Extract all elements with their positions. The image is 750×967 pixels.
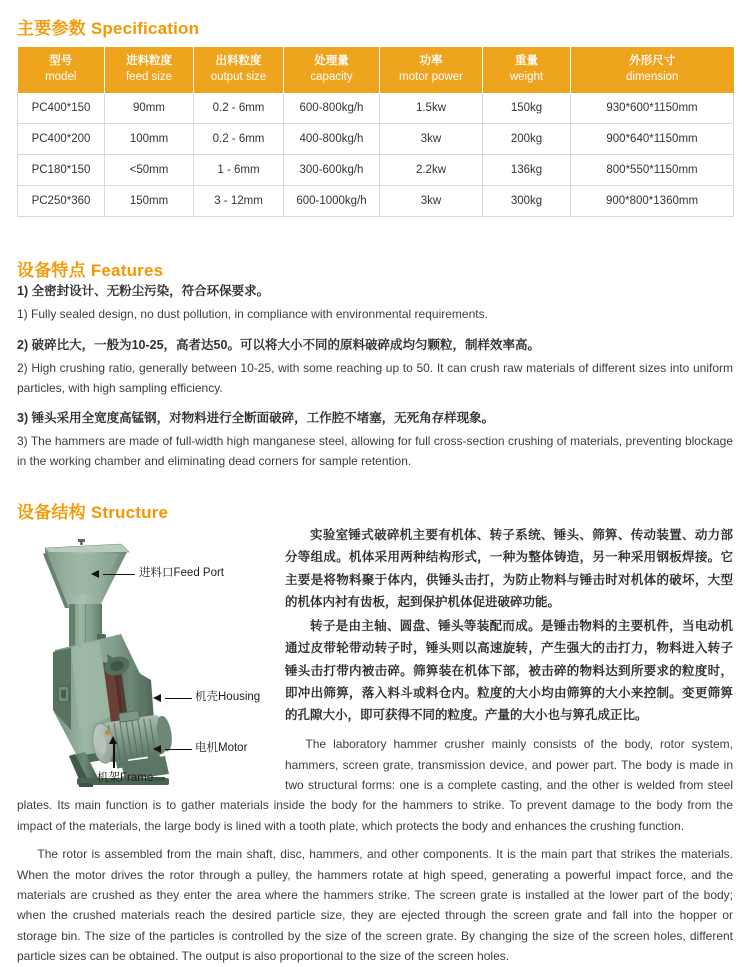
cell-motor-power: 2.2kw [380,155,483,186]
label-frame [97,773,153,785]
feature-text-cn: 2) 破碎比大，一般为10-25，高者达50。可以将大小不同的原料破碎成均匀颗粒，制样效率高。 [17,337,540,352]
cell-motor-power: 1.5kw [380,93,483,124]
table-row [18,124,734,155]
cell-motor-power: 3kw [380,124,483,155]
column-header-motor-power [380,47,483,93]
structure-heading [17,498,168,523]
features-heading [17,256,163,281]
specification-heading-en: Specification [90,19,200,38]
specification-heading [17,14,199,39]
cell-model: PC400*200 [18,124,105,155]
structure-paragraph-en-2: The rotor is assembled from the main shaft, disc, hammers, and other components. It is the main part that strikes the materials. When the motor drives the rotor through a pulley, the hammers rotate at high speed, generating a powerful impact force, and the materials are crushed as they enter the area where the hammers strike. The screen grate is installed at the lower part of the body; when the crushed materials reach the desired particle size, they are ejected through the screen grate and fall into the hopper or storage bin. The size of the particles is controlled by the size of the screen grate. By changing the size of the screen holes, different particle sizes can be obtained. The output is also proportional to the size of the screen holes. [17,847,733,964]
column-header-feed-size-cn: 进料粒度 [126,55,172,67]
specification-table [17,47,734,217]
label-frame-cn: 机架 [97,772,120,784]
label-motor [195,743,247,755]
structure-heading-cn: 设备结构 [17,503,86,522]
arrow-icon-feed-port [91,570,99,578]
specification-heading-cn: 主要参数 [17,19,86,38]
label-housing-en: Housing [218,691,261,703]
column-header-output-size [194,47,284,93]
cell-feed-size: 100mm [105,124,194,155]
features-list [17,282,733,482]
arrow-icon-housing [153,694,161,702]
column-header-capacity [284,47,380,93]
feature-text-cn: 3) 锤头采用全宽度高锰钢，对物料进行全断面破碎，工作腔不堵塞，无死角存样现象。 [17,411,495,426]
leader-line-motor [165,749,192,751]
column-header-weight-en: weight [509,70,544,83]
column-header-dimension [571,47,734,93]
leader-line-feed-port [103,574,135,576]
cell-output-size: 0.2 - 6mm [194,124,284,155]
label-motor-en: Motor [218,742,248,754]
structure-paragraph-en-1: The laboratory hammer crusher mainly consists of the body, rotor system, hammers, screen grate, transmission device, and power part. The body is made in two structural forms: one is a complete casting, and the other is welded from steel plates. Its main function is to gather materials inside the body for the hammers to strike. To prevent damage to the body from the impact of the materials, the large body is lined with a tooth plate, which protects the body and enhances the crushing function. [17,737,733,833]
cell-capacity: 600-800kg/h [284,93,380,124]
feature-item [17,409,733,471]
cell-dimension: 900*640*1150mm [571,124,734,155]
label-motor-cn: 电机 [195,742,218,754]
table-header-row [18,47,734,93]
cell-feed-size: 150mm [105,186,194,217]
column-header-model [18,47,105,93]
column-header-weight [483,47,571,93]
cell-dimension: 800*550*1150mm [571,155,734,186]
cell-output-size: 0.2 - 6mm [194,93,284,124]
cell-output-size: 3 - 12mm [194,186,284,217]
column-header-model-en: model [45,70,77,83]
leader-line-frame [113,744,115,768]
structure-heading-en: Structure [90,503,169,522]
cell-dimension: 900*800*1360mm [571,186,734,217]
cell-weight: 300kg [483,186,571,217]
column-header-feed-size-en: feed size [125,70,173,83]
structure-paragraph-cn-1: 实验室锤式破碎机主要有机体、转子系统、锤头、筛箅、传动装置、动力部分等组成。机体采用两种结构形式，一种为整体铸造，另一种采用钢板焊接。它主要是将物料聚于体内，供锤头击打，为防止物料与锤击时对机体的破坏，大型的机体内衬有齿板，起到保护机体促进破碎功能。 [285,528,733,609]
feature-text-en: 3) The hammers are made of full-width high manganese steel, allowing for full cross-section crushing of materials, preventing blockage in the working chamber and eliminating dead corners for sample retention. [17,434,733,468]
feature-text-en: 2) High crushing ratio, generally between 10-25, with some reaching up to 50. It can crush raw materials of different sizes into uniform particles, with high sampling efficiency. [17,361,733,395]
feature-text-cn: 1) 全密封设计、无粉尘污染，符合环保要求。 [17,284,270,298]
column-header-capacity-cn: 处理量 [314,55,349,67]
structure-content [17,524,733,967]
cell-capacity: 300-600kg/h [284,155,380,186]
label-frame-en: Frame [120,772,154,784]
table-row [18,155,734,186]
cell-weight: 150kg [483,93,571,124]
features-heading-cn: 设备特点 [17,261,86,280]
table-row [18,93,734,124]
feature-item [17,282,733,325]
cell-capacity: 400-800kg/h [284,124,380,155]
structure-paragraph-cn-2: 转子是由主轴、圆盘、锤头等装配而成。是锤击物料的主要机件，当电动机通过皮带轮带动转子时，锤头则以高速旋转，产生强大的击打力，物料进入转子锤头击打带内被击碎。筛箅装在机体下部，被击碎的物料达到所要求的粒度时，即冲出筛箅，落入料斗或料仓内。粒度的大小均由筛箅的大小来控制。变更筛箅的孔隙大小，即可获得不同的粒度。产量的大小也与箅孔成正比。 [285,619,733,722]
label-feed-port-en: Feed Port [173,567,224,579]
feature-text-en: 1) Fully sealed design, no dust pollution, in compliance with environmental requirements. [17,307,488,322]
column-header-motor-power-cn: 功率 [419,55,443,67]
column-header-dimension-en: dimension [626,70,679,83]
arrow-icon-motor [153,745,161,753]
label-feed-port [139,568,224,580]
feature-item [17,336,733,398]
cell-feed-size: <50mm [105,155,194,186]
column-header-weight-cn: 重量 [515,55,538,67]
leader-line-housing [165,698,192,700]
table-row [18,186,734,217]
column-header-model-cn: 型号 [49,55,73,67]
column-header-capacity-en: capacity [310,70,353,83]
column-header-output-size-en: output size [210,70,267,83]
cell-model: PC180*150 [18,155,105,186]
column-header-motor-power-en: motor power [399,70,463,83]
arrow-icon-frame [109,736,117,744]
features-heading-en: Features [90,261,164,280]
cell-dimension: 930*600*1150mm [571,93,734,124]
label-feed-port-cn: 进料口 [139,567,174,579]
column-header-feed-size [105,47,194,93]
cell-output-size: 1 - 6mm [194,155,284,186]
column-header-output-size-cn: 出料粒度 [215,55,262,67]
cell-capacity: 600-1000kg/h [284,186,380,217]
cell-model: PC250*360 [18,186,105,217]
column-header-dimension-cn: 外形尺寸 [629,55,676,67]
cell-motor-power: 3kw [380,186,483,217]
machine-diagram [17,528,285,790]
cell-weight: 200kg [483,124,571,155]
label-housing-cn: 机壳 [195,691,218,703]
cell-weight: 136kg [483,155,571,186]
cell-feed-size: 90mm [105,93,194,124]
label-housing [195,692,260,704]
cell-model: PC400*150 [18,93,105,124]
